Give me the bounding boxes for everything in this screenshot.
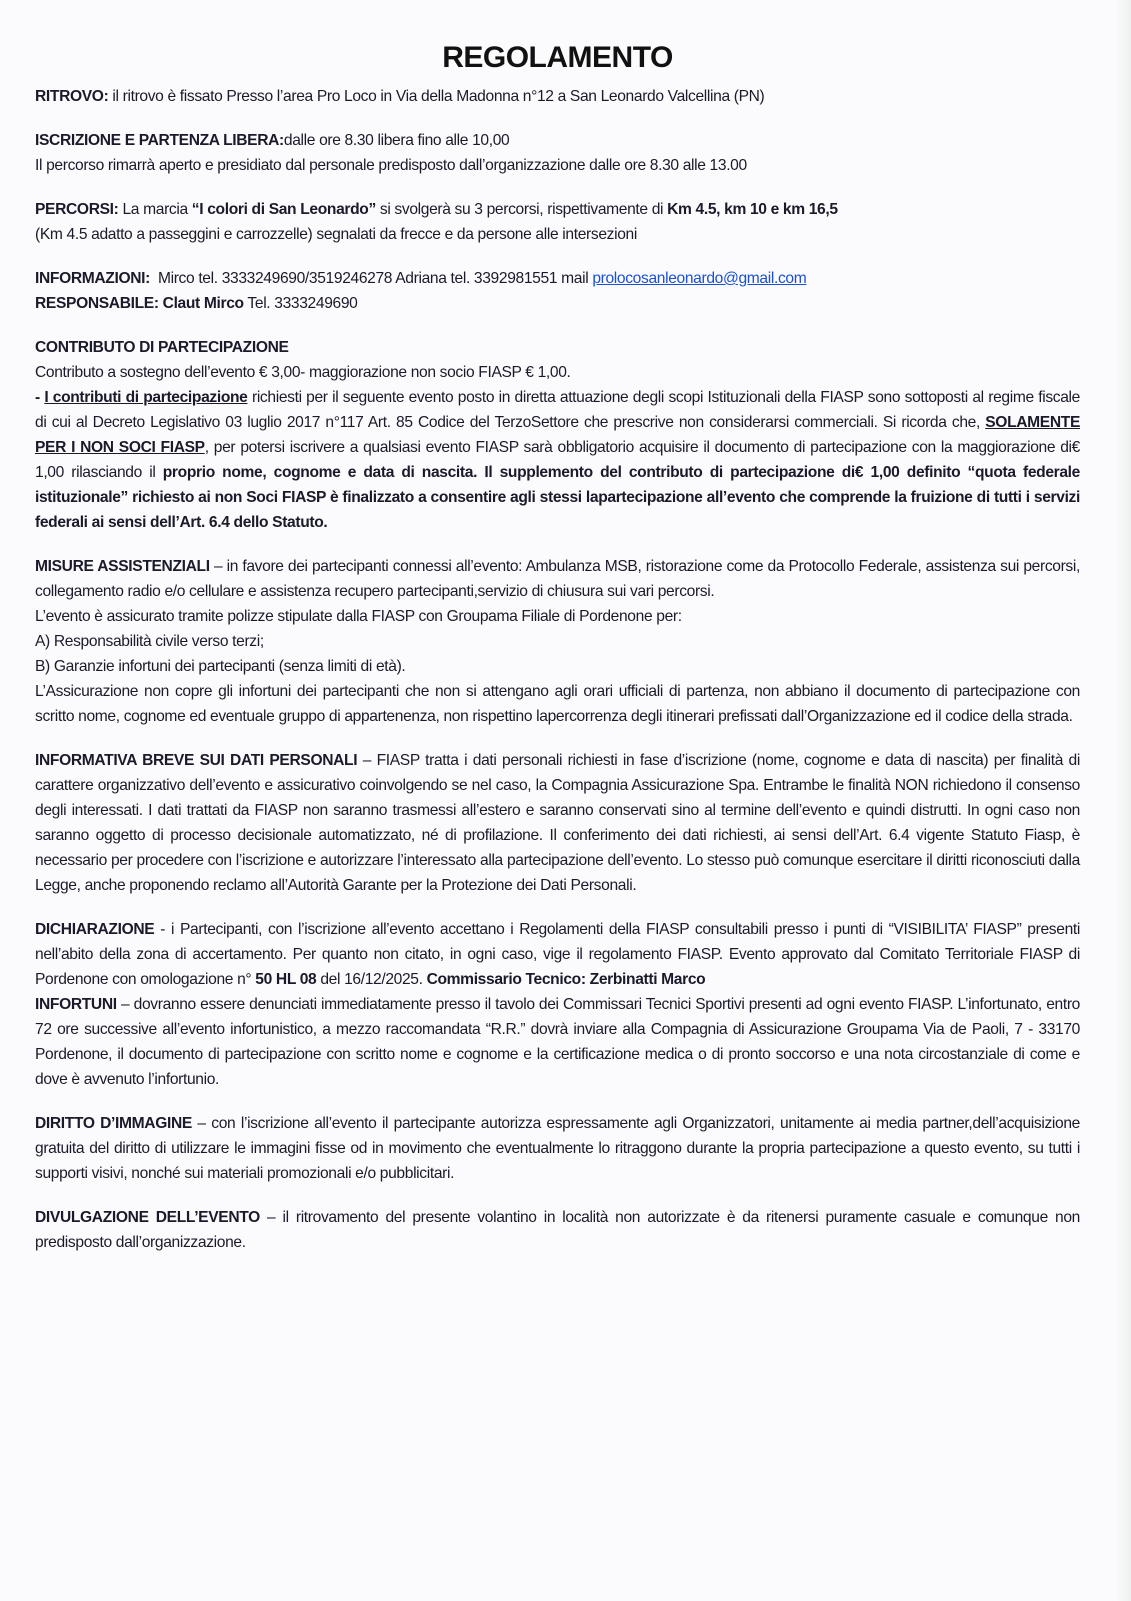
informativa-section (35, 748, 1080, 898)
contributi-link: I contributi di partecipazione (44, 389, 248, 406)
informazioni-section (35, 266, 1080, 291)
non-soci-emphasis: SOLAMENTE PER I NON SOCI FIASP (35, 414, 1080, 456)
contributo-heading (35, 335, 1080, 360)
page-edge-shadow (1115, 0, 1131, 1601)
dichiarazione-section (35, 917, 1080, 992)
misure-text: – in favore dei partecipanti connessi all’evento: Ambulanza MSB, ristorazione come da Protocollo Federale, assistenza sui percorsi, collegamento radio e/o cellulare e assistenza recupero partecipanti,servizio di chiusura sui vari percorsi. (35, 558, 1080, 600)
dichiarazione-date: del 16/12/2025. (316, 971, 427, 988)
divulgazione-label: DIVULGAZIONE DELL’EVENTO (35, 1209, 260, 1226)
percorsi-section (35, 197, 1080, 222)
informazioni-label: INFORMAZIONI: (35, 270, 150, 287)
iscrizione-label: ISCRIZIONE E PARTENZA LIBERA: (35, 132, 284, 149)
percorsi-label: PERCORSI: (35, 201, 119, 218)
percorsi-text-2: si svolgerà su 3 percorsi, rispettivamente di (375, 201, 668, 218)
responsabile-label: RESPONSABILE: Claut Mirco (35, 295, 244, 312)
coverage-a: A) Responsabilità civile verso terzi; (35, 633, 264, 650)
diritto-immagine-section (35, 1111, 1080, 1186)
infortuni-section (35, 992, 1080, 1092)
contributo-heading-text: CONTRIBUTO DI PARTECIPAZIONE (35, 339, 289, 356)
informativa-text: – FIASP tratta i dati personali richiesti in fase d’iscrizione (nome, cognome e data di nascita) per finalità di carattere organizzativo dell’evento e assicurativo coinvolgendo se nel caso, la Compagnia Assicurazione Spa. Entrambe le finalità NON richiedono il consenso degli interessati. I dati trattati da FIASP non saranno trasmessi all’estero e saranno conservati sino al termine dell’evento e quindi distrutti. In ogni caso non saranno oggetto di processo decisionale automatizzato, né di profilazione. Il conferimento dei dati richiesti, ai sensi dell’Art. 6.4 vigente Statuto Fiasp, è necessario per procedere con l’iscrizione e autorizzare l’interessato alla partecipazione dell’evento. Lo stesso può comunque esercitare il diritti riconosciuti dalla Legge, anche proponendo reclamo all’Autorità Garante per la Protezione dei Dati Personali. (35, 752, 1080, 894)
ritrovo-label: RITROVO: (35, 88, 109, 105)
contributo-bold-text: proprio nome, cognome e data di nascita. Il supplemento del contributo di partecipazione di€ 1,00 definito “quota federale istituzionale” richiesto ai non Soci FIASP è finalizzato a consentire agli stessi lapartecipazione all’evento che comprende la fruizione di tutti i servizi federali ai sensi dell’Art. 6.4 dello Statuto. (35, 464, 1080, 531)
infortuni-label: INFORTUNI (35, 996, 117, 1013)
divulgazione-text: – il ritrovamento del presente volantino in località non autorizzate è da ritenersi puramente casuale e comunque non predisposto dall’organizzazione. (35, 1209, 1080, 1251)
percorsi-distances: Km 4.5, km 10 e km 16,5 (667, 201, 838, 218)
infortuni-text: – dovranno essere denunciati immediatamente presso il tavolo dei Commissari Tecnici Sportivi presenti ad ogni evento FIASP. L’infortunato, entro 72 ore successive all’evento infortunistico, a mezzo raccomandata “R.R.” dovrà inviare alla Compagnia di Assicurazione Groupama Via de Paoli, 7 - 33170 Pordenone, il documento di partecipazione con scritto nome e cognome e la certificazione medica o di pronto soccorso e una nota circostanziale di come e dove è avvenuto l’infortunio. (35, 996, 1080, 1088)
misure-section (35, 554, 1080, 604)
contributo-text-1: richiesti per il seguente evento posto in diretta attuazione degli scopi Istituzionali della FIASP sono sottoposti al regime fiscale di cui al Decreto Legislativo 03 luglio 2017 n°117 Art. 85 Codice del TerzoSettore che prescrive non considerarsi commerciali. Si ricorda che, (35, 389, 1080, 431)
divulgazione-section (35, 1205, 1080, 1255)
percorsi-text: La marcia (118, 201, 192, 218)
informativa-label: INFORMATIVA BREVE SUI DATI PERSONALI (35, 752, 358, 769)
contributo-text-2: , per potersi iscrivere a qualsiasi evento FIASP sarà obbligatorio acquisire il documento di partecipazione con la maggiorazione di€ 1,00 rilasciando il (35, 439, 1080, 481)
responsabile-section (35, 291, 1080, 316)
assicurazione-paragraph: L’Assicurazione non copre gli infortuni dei partecipanti che non si attengano agli orari ufficiali di partenza, non abbiano il documento di partecipazione con scritto nome, cognome ed eventuale gruppo di appartenenza, non rispettino lapercorrenza degli itinerari prefissati dall’Organizzazione ed il codice della strada. (35, 683, 1080, 725)
dash: - (35, 389, 45, 406)
omologazione-code: 50 HL 08 (255, 971, 317, 988)
responsabile-phone: Tel. 3333249690 (243, 295, 358, 312)
informazioni-contacts: Mirco tel. 3333249690/3519246278 Adriana tel. 3392981551 mail (150, 270, 593, 287)
document-page (35, 30, 1080, 1255)
ritrovo-text: il ritrovo è fissato Presso l’area Pro Loco in Via della Madonna n°12 a San Leonardo Valcellina (PN) (108, 88, 765, 105)
percorsi-note: (Km 4.5 adatto a passeggini e carrozzelle) segnalati da frecce e da persone alle intersezioni (35, 226, 637, 243)
event-name: “I colori di San Leonardo” (191, 201, 376, 218)
coverage-b: B) Garanzie infortuni dei partecipanti (senza limiti di età). (35, 658, 406, 675)
misure-label: MISURE ASSISTENZIALI (35, 558, 210, 575)
commissario-tecnico: Commissario Tecnico: Zerbinatti Marco (426, 971, 706, 988)
ritrovo-section (35, 84, 1080, 109)
diritto-text: – con l’iscrizione all’evento il partecipante autorizza espressamente agli Organizzatori, unitamente ai media partner,dell’acquisizione gratuita del diritto di utilizzare le immagini fisse od in movimento che eventualmente lo ritraggono durante la propria partecipazione a questo evento, su tutti i supporti visivi, nonché sui materiali promozionali e/o pubblicitari. (35, 1115, 1081, 1182)
iscrizione-section (35, 128, 1080, 153)
iscrizione-text: dalle ore 8.30 libera fino alle 10,00 (283, 132, 510, 149)
assicurato-line: L’evento è assicurato tramite polizze stipulate dalla FIASP con Groupama Filiale di Pordenone per: (35, 608, 682, 625)
email-link[interactable]: prolocosanleonardo@gmail.com (592, 270, 807, 287)
page-title: REGOLAMENTO (442, 41, 673, 74)
diritto-label: DIRITTO D’IMMAGINE (35, 1115, 192, 1132)
contributo-amount: Contributo a sostegno dell’evento € 3,00- maggiorazione non socio FIASP € 1,00. (35, 364, 571, 381)
iscrizione-hours: Il percorso rimarrà aperto e presidiato dal personale predisposto dall’organizzazione dalle ore 8.30 alle 13.00 (35, 157, 747, 174)
dichiarazione-text: - i Partecipanti, con l’iscrizione all’evento accettano i Regolamenti della FIASP consultabili presso i punti di “VISIBILITA’ FIASP” presenti nell’abito della zona di accertamento. Per quanto non citato, in ogni caso, vige il regolamento FIASP. Evento approvato dal Comitato Territoriale FIASP di Pordenone con omologazione n° (35, 921, 1080, 988)
contributo-paragraph (35, 385, 1080, 535)
dichiarazione-label: DICHIARAZIONE (35, 921, 155, 938)
